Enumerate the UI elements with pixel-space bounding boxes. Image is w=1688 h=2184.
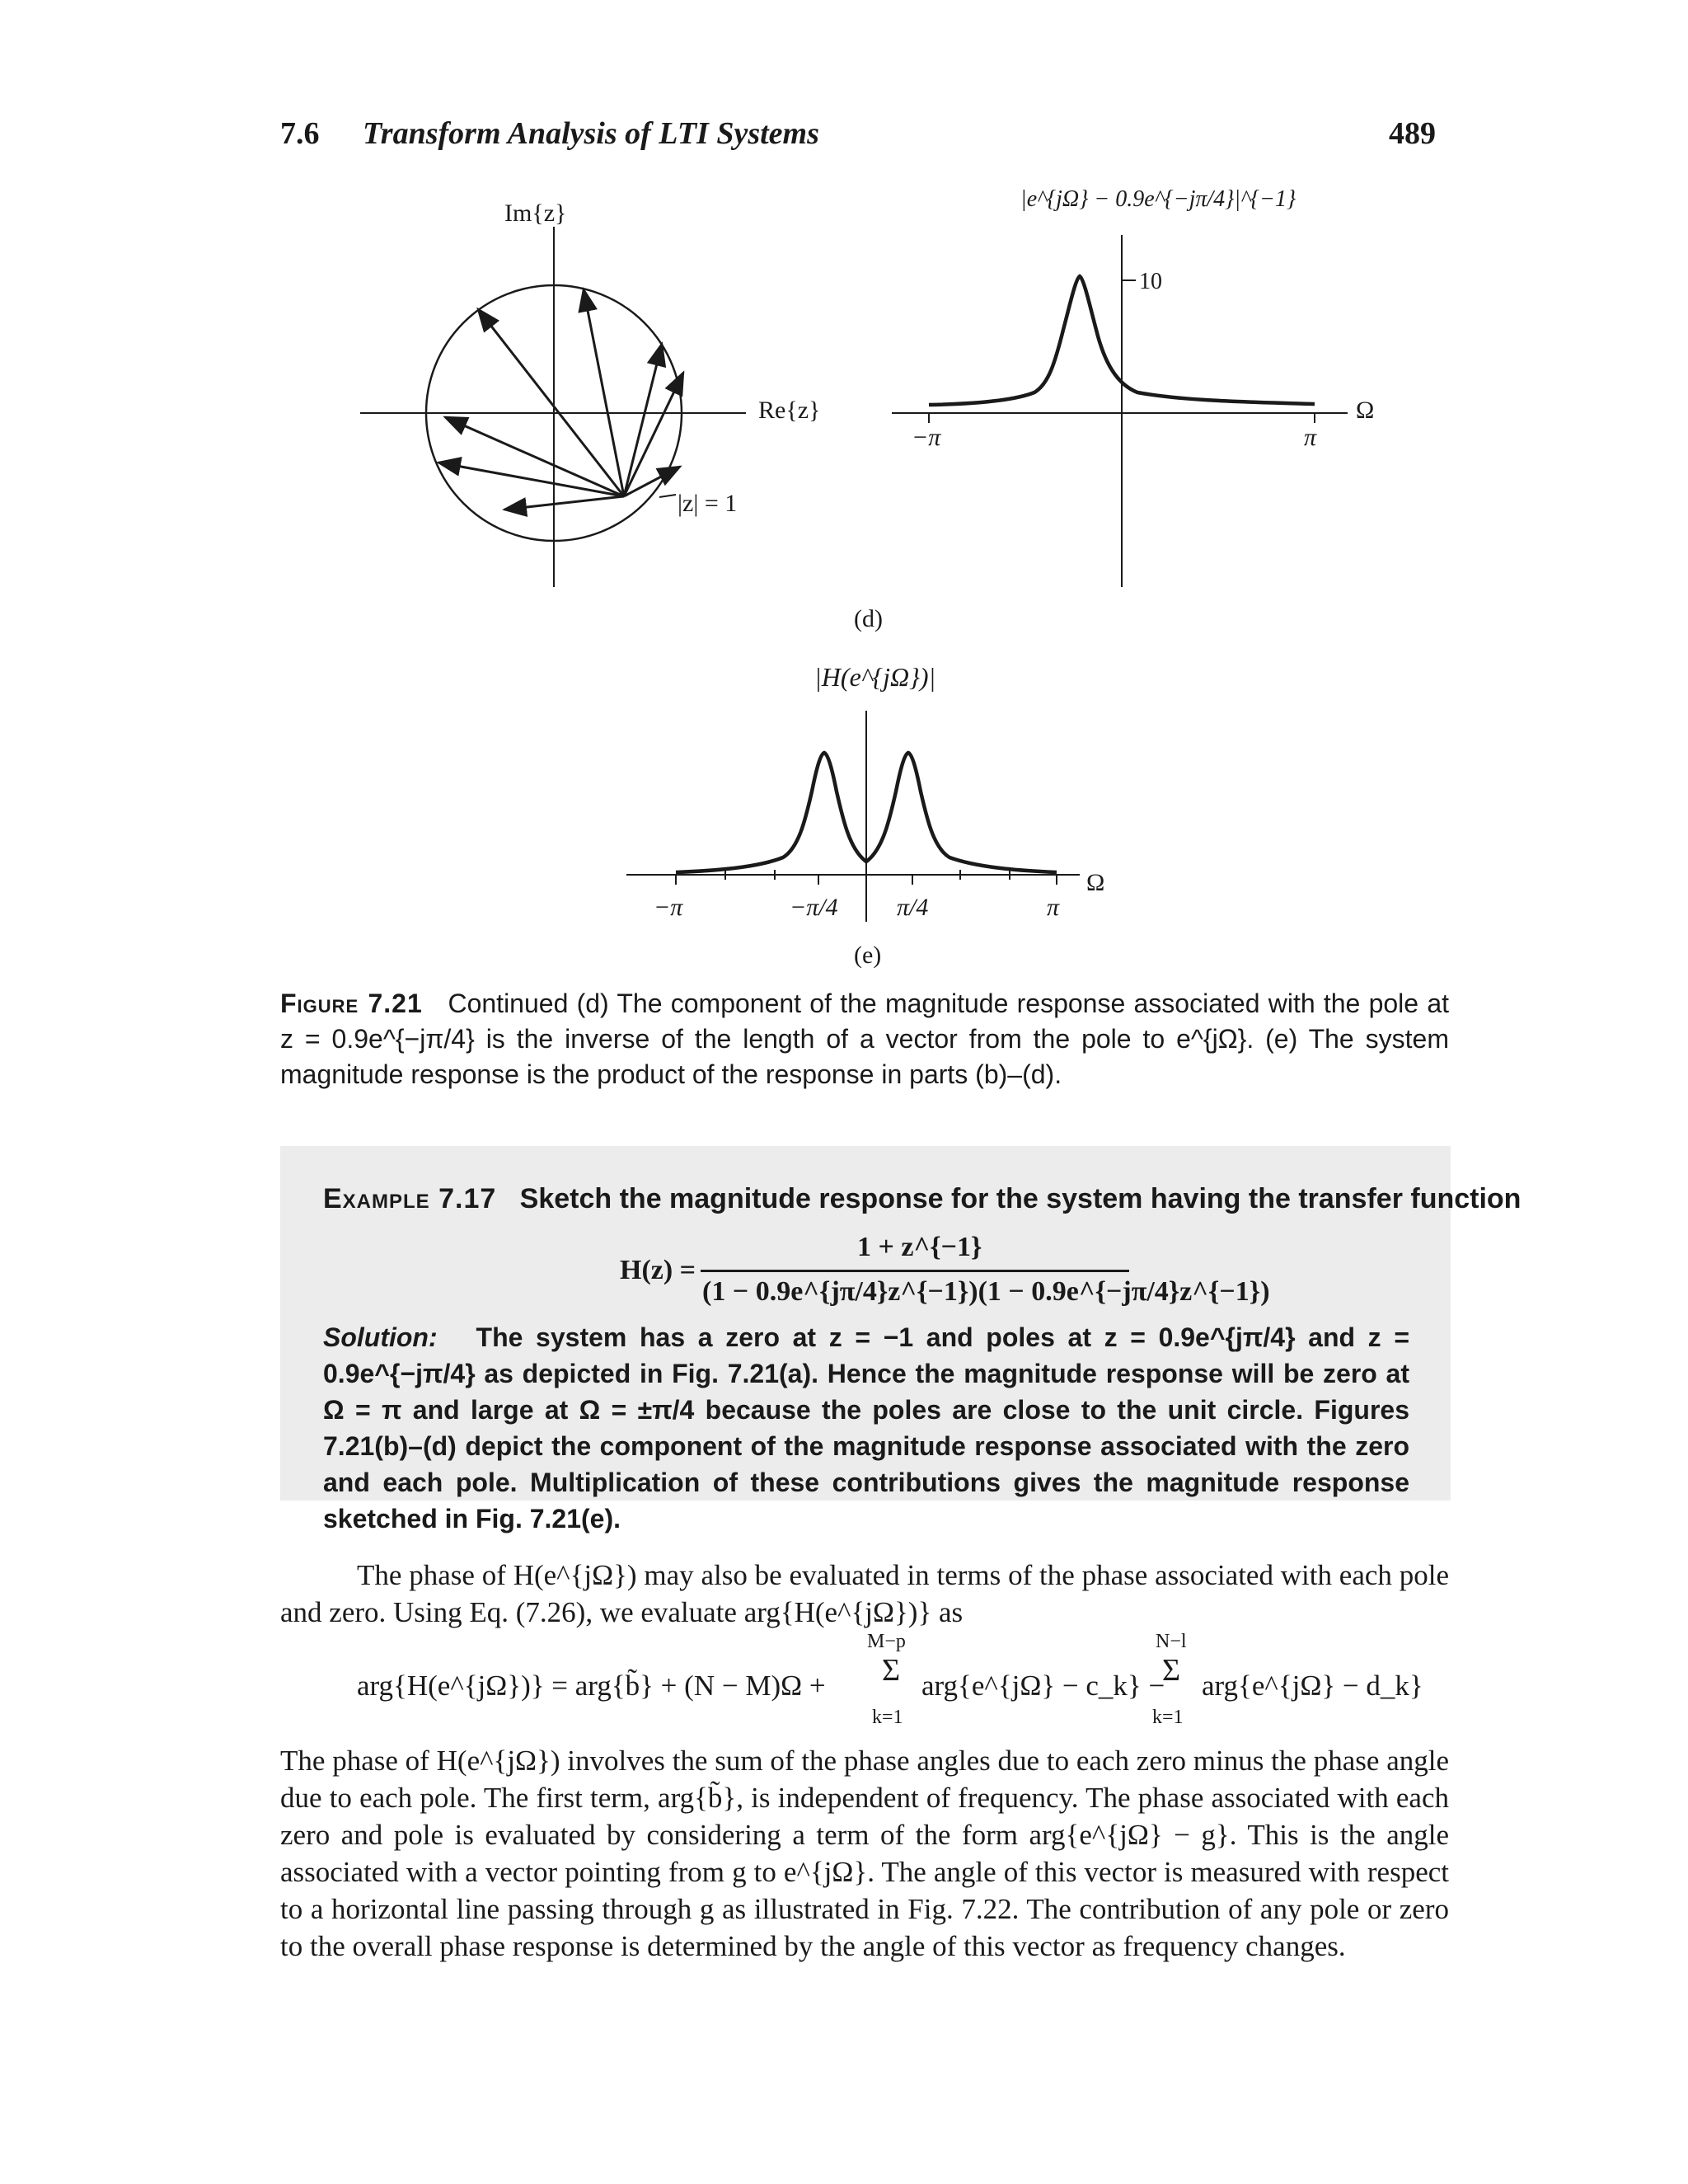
solution-text: The system has a zero at z = −1 and poles at z = 0.9e^{jπ/4} and z = 0.9e^{−jπ/4} as depicted in Fig. 7.21(a). Hence the magnitude response will be zero at Ω = π and large at Ω = ±π/4 because the poles are close to the unit circle. Figures 7.21(b)–(d) depict the component of the magnitude response associated with the zero and each pole. Multiplication of these contributions gives the magnitude response sketched in Fig. 7.21(e). — [323, 1322, 1410, 1533]
solution — [323, 1319, 1409, 1537]
e-tick-neg-pi: −π — [654, 894, 683, 921]
panel-e-label: (e) — [854, 942, 882, 969]
pole-contribution-plot — [892, 235, 1348, 587]
example-heading-text: Sketch the magnitude response for the system having the transfer function — [519, 1183, 1522, 1214]
x-tick-neg-pi: −π — [912, 424, 941, 451]
figure-caption — [280, 986, 1449, 1092]
page-number: 489 — [1389, 116, 1436, 151]
re-z-label: Re{z} — [758, 397, 821, 424]
e-tick-neg-pi4: −π/4 — [790, 894, 838, 921]
body-paragraph-1: The phase of H(e^{jΩ}) may also be evaluated in terms of the phase associated with each pole and zero. Using Eq. (7.26), we evaluate arg{H(e^{jΩ})} as — [280, 1559, 1449, 1628]
x-tick-pi: π — [1304, 424, 1317, 451]
running-title: Transform Analysis of LTI Systems — [363, 116, 819, 151]
z-plane-diagram — [360, 227, 746, 587]
pole-response-y-label: |e^{jΩ} − 0.9e^{−jπ/4}|^{−1} — [1020, 186, 1296, 212]
transfer-function-numerator: 1 + z^{−1} — [857, 1232, 982, 1262]
im-z-label: Im{z} — [504, 200, 567, 227]
pole-vectors — [438, 289, 683, 510]
sum2-upper: N−l — [1156, 1631, 1187, 1652]
unit-circle-label: |z| = 1 — [678, 490, 738, 517]
example-label: Example 7.17 — [323, 1183, 497, 1214]
y-tick-10: 10 — [1139, 269, 1162, 294]
caption-text: Continued (d) The component of the magnitude response associated with the pole at z = 0.9e^{−jπ/4} is the inverse of the length of a vector from the pole to e^{jΩ}. (e) The system magnitude response is the product of the response in parts (b)–(d). — [280, 989, 1450, 1089]
sum1-upper: M−p — [867, 1631, 906, 1652]
sum2-lower: k=1 — [1152, 1707, 1184, 1728]
e-tick-pi4: π/4 — [897, 894, 929, 921]
e-tick-pi: π — [1047, 894, 1060, 921]
example-heading — [323, 1183, 1521, 1215]
sum1-lower: k=1 — [872, 1707, 903, 1728]
transfer-function-lhs: H(z) = — [620, 1255, 696, 1285]
fraction-bar — [701, 1270, 1129, 1272]
phase-eq-term2: arg{e^{jΩ} − d_k} — [1202, 1670, 1423, 1702]
solution-label: Solution: — [323, 1322, 438, 1352]
phase-eq-lhs: arg{H(e^{jΩ})} = arg{b̃} + (N − M)Ω + — [357, 1670, 826, 1702]
panel-d-label: (d) — [854, 605, 883, 632]
caption-label: Figure 7.21 — [280, 989, 423, 1018]
magnitude-y-label: |H(e^{jΩ})| — [814, 662, 936, 692]
magnitude-response-plot — [626, 711, 1080, 922]
sum-symbol-1: Σ — [882, 1653, 901, 1688]
body-paragraph-2: The phase of H(e^{jΩ}) involves the sum of the phase angles due to each zero minus the phase angle due to each pole. The first term, arg{b̃}, is independent of frequency. The phase associated with each zero and pole is evaluated by considering a term of the form arg{e^{jΩ} − g}. This is the angle associated with a vector pointing from g to e^{jΩ}. The angle of this vector is measured with respect to a horizontal line passing through g as illustrated in Fig. 7.22. The contribution of any pole or zero to the overall phase response is determined by the angle of this vector as frequency changes. — [280, 1745, 1449, 1962]
omega-label: Ω — [1356, 397, 1375, 424]
transfer-function-denominator: (1 − 0.9e^{jπ/4}z^{−1})(1 − 0.9e^{−jπ/4}z^{−1}) — [702, 1276, 1270, 1307]
e-omega-label: Ω — [1086, 869, 1105, 896]
sum-symbol-2: Σ — [1162, 1653, 1181, 1688]
section-number: 7.6 — [280, 116, 320, 151]
phase-eq-term1: arg{e^{jΩ} − c_k} − — [921, 1670, 1165, 1702]
